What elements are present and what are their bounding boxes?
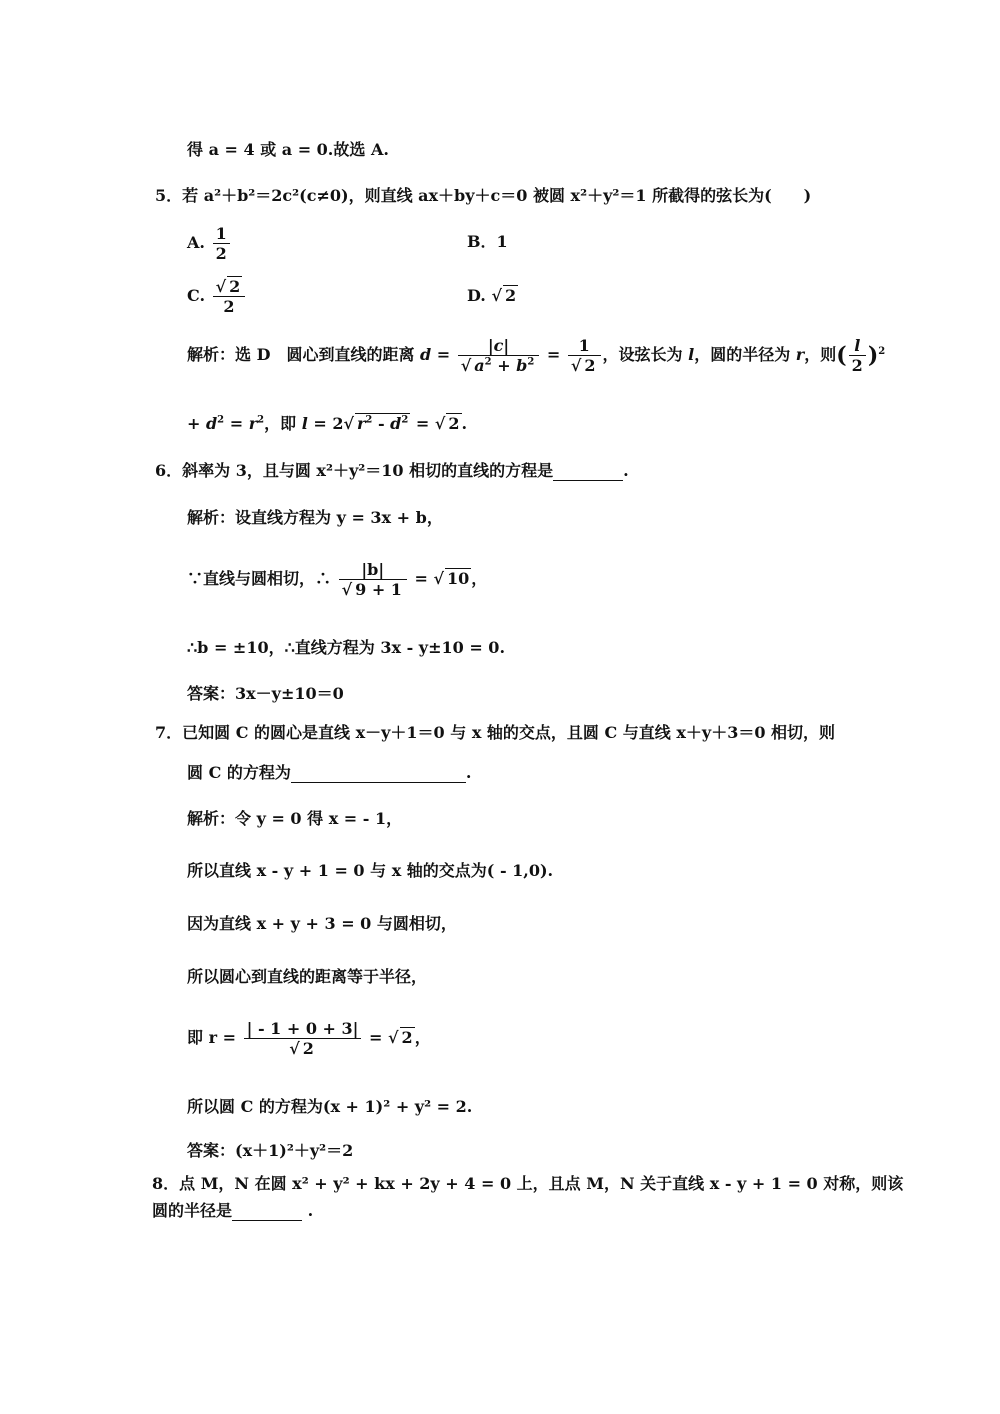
text: ，圆的半径为 xyxy=(694,345,791,365)
denominator: 2 xyxy=(302,1039,314,1059)
sqrt-value: 10 xyxy=(446,569,470,589)
numerator: | - 1 + 0 + 3| xyxy=(244,1019,362,1039)
question-5: 5．若 a²＋b²＝2c²(c≠0)，则直线 ax＋by＋c＝0 被圆 x²＋y²＝1 所截得的弦长为( ) xyxy=(155,186,812,205)
text: ，设弦长为 xyxy=(602,345,683,365)
denominator: 2 xyxy=(215,244,227,264)
answer-blank xyxy=(232,1201,302,1221)
sqrt-value: 2 xyxy=(504,286,517,305)
option-label: A. xyxy=(187,233,205,253)
fraction xyxy=(213,224,230,263)
denominator: 9 + 1 xyxy=(355,580,402,600)
q5-option-d: D. √ 2 xyxy=(467,286,517,305)
option-label: C. xyxy=(187,286,206,306)
denominator: 2 xyxy=(223,297,235,317)
answer-blank xyxy=(291,763,466,783)
fraction: $\frac{|b|}{√ 9 + 1}$ xyxy=(339,560,407,599)
q5-solution-line2: + $d^2 = r^2$，即 l = 2√ $r^2 - d^2$ = √ 2 . xyxy=(187,414,468,433)
q6-solution-line2: ∵直线与圆相切，∴ $\frac{|b|}{√ 9 + 1}$ = √ 10 ， xyxy=(187,560,488,600)
text: 圆 C 的方程为 xyxy=(187,763,291,782)
q7-solution-line2: 所以直线 x - y + 1 = 0 与 x 轴的交点为( - 1,0). xyxy=(187,861,554,880)
q5-option-a xyxy=(187,224,232,263)
fraction: $\frac{1}{√ 2}$ xyxy=(568,336,601,375)
q6-solution-line3: ∴b = ±10，∴直线方程为 3x - y±10 = 0. xyxy=(187,638,506,657)
q6-solution-line1: 解析：设直线方程为 y = 3x + b， xyxy=(187,508,443,527)
question-6: 6．斜率为 3，且与圆 x²＋y²＝10 相切的直线的方程是 . xyxy=(155,461,629,480)
fraction: $\frac{√ 2}{2}$ xyxy=(213,277,246,316)
answer-blank xyxy=(553,461,623,481)
q7-answer: 答案：(x＋1)²＋y²＝2 xyxy=(187,1141,354,1160)
q7-solution-line4: 所以圆心到直线的距离等于半径， xyxy=(187,967,428,986)
fraction: $\frac{|c|}{√ a^2 + b^2}$ xyxy=(458,336,540,375)
q5-option-c xyxy=(187,277,247,316)
q7-solution-line1: 解析：令 y = 0 得 x = - 1， xyxy=(187,809,403,828)
numerator: 1 xyxy=(213,224,230,244)
q7-solution-line3: 因为直线 x + y + 3 = 0 与圆相切， xyxy=(187,914,457,933)
text: 6．斜率为 3，且与圆 x²＋y²＝10 相切的直线的方程是 xyxy=(155,461,554,480)
fraction: $\frac{l}{2}$ xyxy=(849,336,866,375)
text: 即 r = xyxy=(187,1028,236,1048)
question-7-line2: 圆 C 的方程为 . xyxy=(187,763,472,782)
fraction: $\frac{| - 1 + 0 + 3|}{√ 2}$ xyxy=(244,1019,362,1058)
text: ∵直线与圆相切，∴ xyxy=(187,569,332,589)
text: 圆的半径是 xyxy=(152,1201,233,1220)
text: 即 xyxy=(280,414,297,433)
text: 解析：选 D 圆心到直线的距离 xyxy=(187,345,415,365)
text: ，则 xyxy=(804,345,837,365)
prev-answer-line: 得 a = 4 或 a = 0.故选 A. xyxy=(187,140,389,159)
q5-solution-line1: 解析：选 D 圆心到直线的距离 d = $\frac{|c|}{√ a^2 + b^2}$ = $\frac{1}{√ 2}$ ，设弦长为 l，圆的半径为 r，则( $\frac{l}{2}$ )$^2$ xyxy=(187,336,886,376)
option-label: D. xyxy=(467,286,486,305)
numerator: 2 xyxy=(229,277,241,296)
question-8-line2: 圆的半径是 . xyxy=(152,1201,314,1220)
q6-answer: 答案：3x－y±10＝0 xyxy=(187,684,344,703)
numerator: |b| xyxy=(339,560,407,580)
q7-solution-line5: 即 r = $\frac{| - 1 + 0 + 3|}{√ 2}$ = √ 2 ， xyxy=(187,1019,431,1059)
q5-option-b: B．1 xyxy=(467,232,508,251)
sqrt-value: 2 xyxy=(401,1028,413,1048)
q7-solution-line6: 所以圆 C 的方程为(x + 1)² + y² = 2. xyxy=(187,1097,473,1116)
question-8-line1: 8．点 M，N 在圆 x² + y² + kx + 2y + 4 = 0 上，且点 M，N 关于直线 x - y + 1 = 0 对称，则该 xyxy=(152,1174,904,1193)
question-7-line1: 7．已知圆 C 的圆心是直线 x－y＋1＝0 与 x 轴的交点，且圆 C 与直线 x＋y＋3＝0 相切，则 xyxy=(155,723,836,742)
